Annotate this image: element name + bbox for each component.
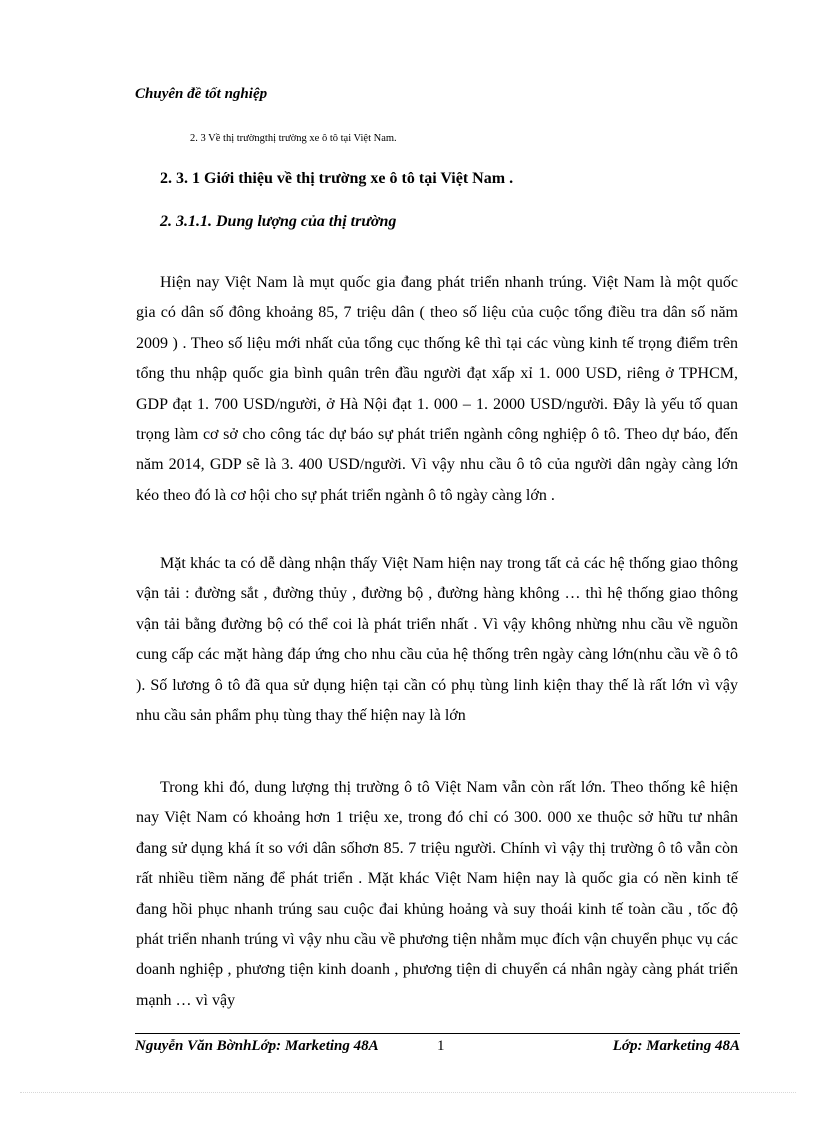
section-subheading: 2. 3.1.1. Dung lượng của thị trường	[160, 213, 397, 230]
footer-author-class: Nguyễn Văn BờnhLớp: Marketing 48A	[135, 1038, 379, 1054]
section-heading: 2. 3. 1 Giới thiệu về thị trường xe ô tô tại Việt Nam .	[160, 170, 514, 187]
footer-class: Lớp: Marketing 48A	[612, 1038, 740, 1054]
toc-line: 2. 3 Về thị trườngthị trường xe ô tô tại Việt Nam.	[190, 133, 397, 144]
footer-divider	[135, 1033, 740, 1034]
page-footer	[135, 1038, 740, 1060]
body-paragraph-1: Hiện nay Việt Nam là mụt quốc gia đang phát triển nhanh trúng. Việt Nam là một quốc gia có dân số đông khoảng 85, 7 triệu dân ( theo số liệu của cuộc tổng điều tra dân số năm 2009 ) . Theo số liệu mới nhất của tổng cục thống kê thì tại các vùng kinh tế trọng điểm trên tổng thu nhập quốc gia bình quân trên đầu người đạt xấp xỉ 1. 000 USD, riêng ở TPHCM, GDP đạt 1. 700 USD/người, ở Hà Nội đạt 1. 000 – 1. 2000 USD/người. Đây là yếu tố quan trọng làm cơ sở cho công tác dự báo sự phát triển ngành công nghiệp ô tô. Theo dự báo, đến năm 2014, GDP sẽ là 3. 400 USD/người. Vì vậy nhu cầu ô tô của người dân ngày càng lớn kéo theo đó là cơ hội cho sự phát triển ngành ô tô ngày càng lớn .	[136, 274, 738, 504]
document-header-title: Chuyên đề tốt nghiệp	[135, 86, 268, 102]
page-number: 1	[437, 1038, 445, 1054]
body-paragraph-2: Mặt khác ta có dễ dàng nhận thấy Việt Nam hiện nay trong tất cả các hệ thống giao thông vận tải : đường sắt , đường thủy , đường bộ , đường hàng không … thì hệ thống giao thông vận tải bằng đường bộ có thể coi là phát triển nhất . Vì vậy không nhừng nhu cầu về nguồn cung cấp các mặt hàng đáp ứng cho nhu cầu của hệ thống trên ngày càng lớn(nhu cầu về ô tô ). Số lương ô tô đã qua sử dụng hiện tại cần có phụ tùng linh kiện thay thế là rất lớn vì vậy nhu cầu sản phẩm phụ tùng thay thế hiện nay là lớn	[136, 555, 738, 725]
body-paragraph-3: Trong khi đó, dung lượng thị trường ô tô Việt Nam vẫn còn rất lớn. Theo thống kê hiện nay Việt Nam có khoảng hơn 1 triệu xe, trong đó chỉ có 300. 000 xe thuộc sở hữu tư nhân đang sử dụng khá ít so với dân sốhơn 85. 7 triệu người. Chính vì vậy thị trường ô tô vẫn còn rất nhiều tiềm năng để phát triển . Mặt khác Việt Nam hiện nay là quốc gia có nền kinh tế đang hồi phục nhanh trúng sau cuộc đai khủng hoảng và suy thoái kinh tế toàn cầu , tốc độ phát triển nhanh trúng vì vậy nhu cầu về phương tiện nhằm mục đích vận chuyển phục vụ các doanh nghiệp , phương tiện kinh doanh , phương tiện di chuyển cá nhân ngày càng phát triển mạnh … vì vậy	[136, 779, 738, 1009]
page-bottom-border	[20, 1092, 796, 1093]
